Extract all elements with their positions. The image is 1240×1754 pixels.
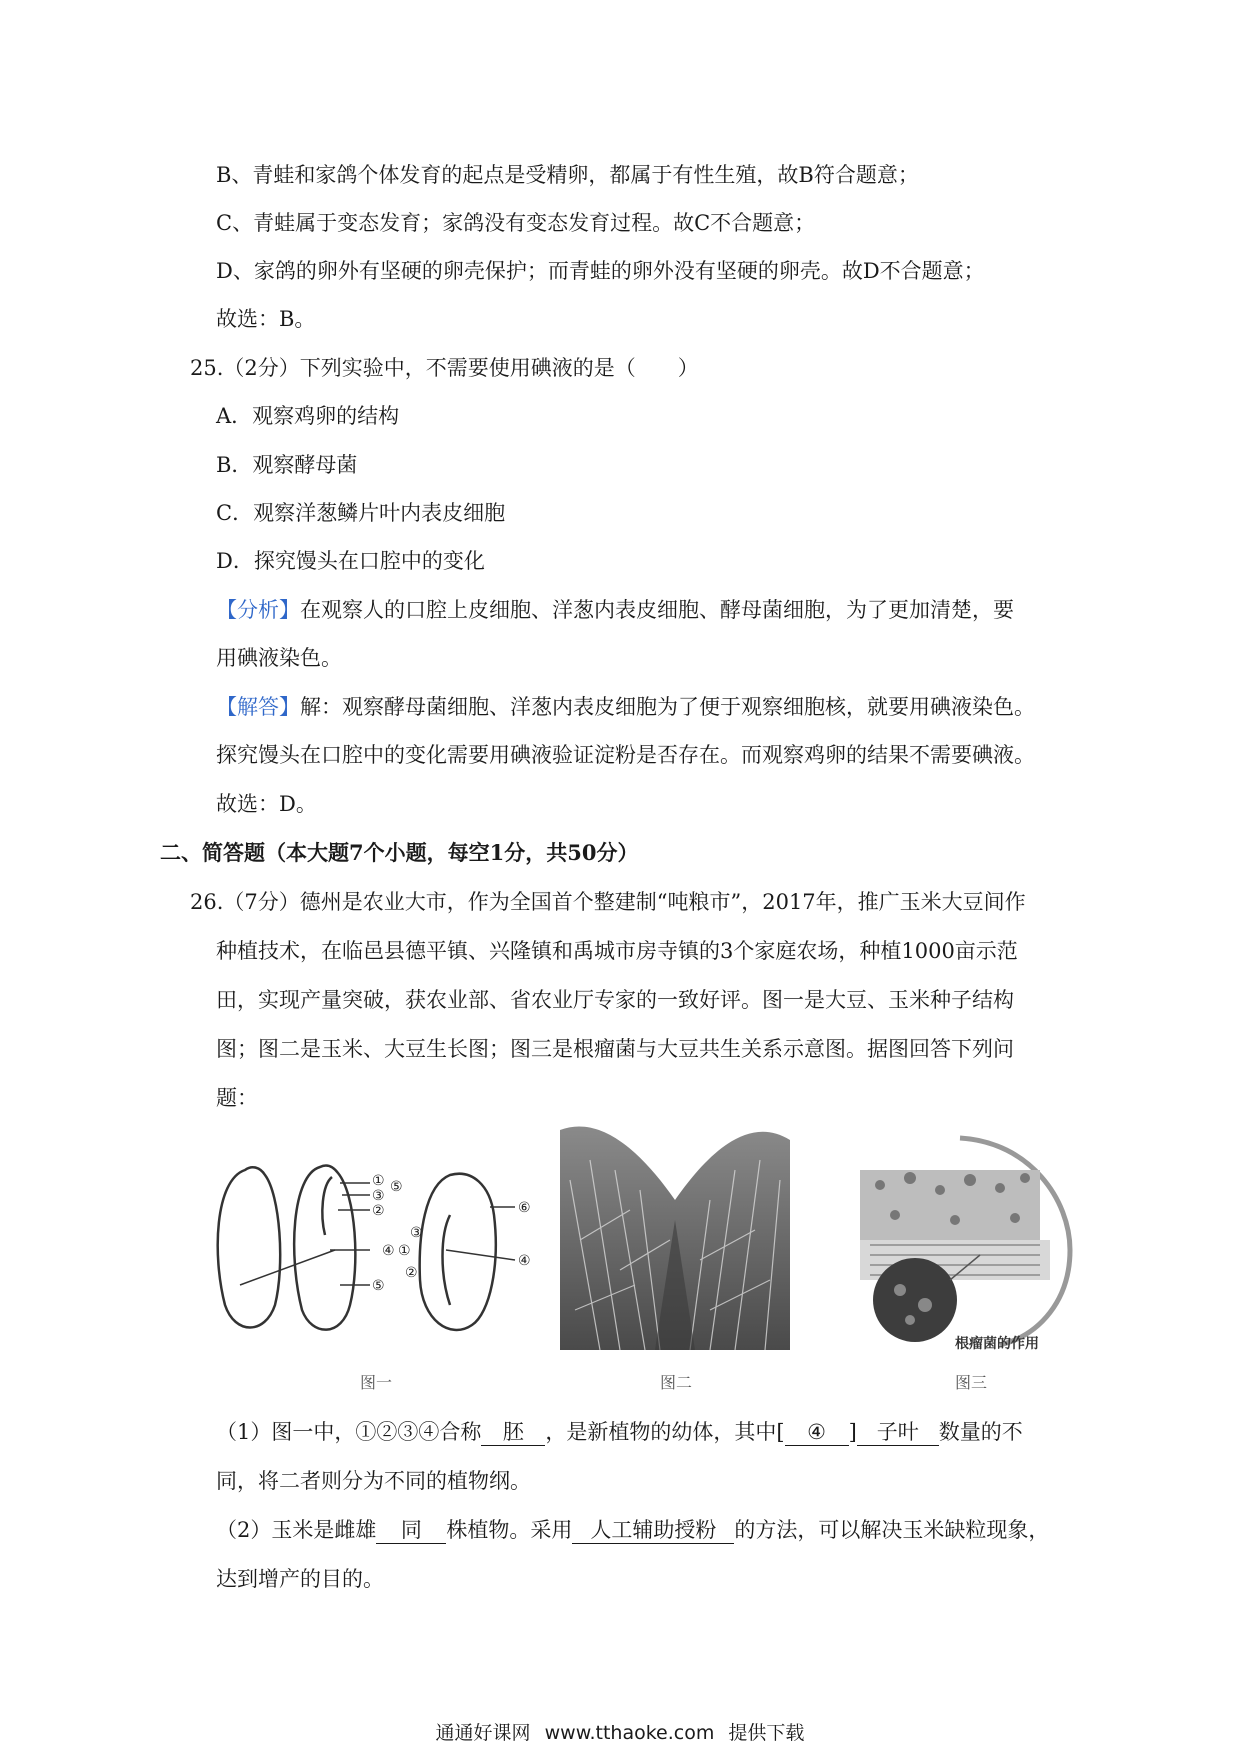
- option-c: C．观察洋葱鳞片叶内表皮细胞: [216, 501, 506, 525]
- footer-site: 通通好课网: [435, 1722, 531, 1744]
- fig1-label: ②: [372, 1203, 385, 1219]
- fig1-label: ④: [382, 1243, 395, 1259]
- figure-seed-structure: [210, 1155, 550, 1345]
- option-a: A．观察鸡卵的结构: [216, 404, 400, 428]
- text-line-b: B、青蛙和家鸽个体发育的起点是受精卵，都属于有性生殖，故B符合题意；: [216, 163, 919, 187]
- fig1-label: ③: [372, 1188, 385, 1204]
- question-25-stem: 25.（2分）下列实验中，不需要使用碘液的是（ ）: [190, 356, 699, 380]
- figure-root-nodule: [840, 1130, 1080, 1360]
- answer-line-1: 【解答】解：观察酵母菌细胞、洋葱内表皮细胞为了便于观察细胞核，就要用碘液染色。: [216, 695, 1035, 719]
- analysis-line-1: 【分析】在观察人的口腔上皮细胞、洋葱内表皮细胞、酵母菌细胞，为了更加清楚，要: [216, 598, 1014, 622]
- fig1-label: ②: [405, 1265, 418, 1281]
- figure-2-caption: 图二: [660, 1373, 693, 1392]
- text-line-c: C、青蛙属于变态发育；家鸽没有变态发育过程。故C不合题意；: [216, 211, 816, 235]
- sub-question-1-line-1: （1）图一中，①②③④合称 胚 ，是新植物的幼体，其中[ ④ ] 子叶 数量的不: [216, 1420, 1023, 1444]
- fig1-label: ⑤: [372, 1278, 385, 1294]
- question-26-line-1: 26.（7分）德州是农业大市，作为全国首个整建制“吨粮市”，2017年，推广玉米大豆间作: [190, 890, 1026, 914]
- figure-1-caption: 图一: [360, 1373, 393, 1392]
- blank-5: 人工辅助授粉: [572, 1517, 734, 1544]
- text-line-d: D、家鸽的卵外有坚硬的卵壳保护；而青蛙的卵外没有坚硬的卵壳。故D不合题意；: [216, 259, 985, 283]
- option-d: D．探究馒头在口腔中的变化: [216, 549, 485, 573]
- page-footer: [0, 1718, 1240, 1745]
- fig1-label: ③: [410, 1225, 423, 1241]
- section-heading: 二、简答题（本大题7个小题，每空1分，共50分）: [160, 840, 639, 865]
- answer-pick-1: 故选：B。: [216, 307, 316, 331]
- fig3-label: 根瘤菌的作用: [955, 1336, 1039, 1352]
- fig1-label: ⑤: [390, 1179, 403, 1195]
- blank-1: 胚: [481, 1419, 545, 1446]
- blank-2: ④: [785, 1419, 849, 1446]
- answer-tag: 【解答】: [216, 695, 300, 719]
- question-26-line-4: 图；图二是玉米、大豆生长图；图三是根瘤菌与大豆共生关系示意图。据图回答下列问: [216, 1037, 1014, 1061]
- sub-question-1-line-2: 同，将二者则分为不同的植物纲。: [216, 1469, 531, 1493]
- question-26-line-3: 田，实现产量突破，获农业部、省农业厅专家的一致好评。图一是大豆、玉米种子结构: [216, 988, 1014, 1012]
- fig1-labels: [372, 1173, 531, 1294]
- analysis-tag: 【分析】: [216, 598, 300, 622]
- answer-line-2: 探究馒头在口腔中的变化需要用碘液验证淀粉是否存在。而观察鸡卵的结果不需要碘液。: [216, 743, 1035, 767]
- fig1-label: ⑥: [518, 1200, 531, 1216]
- question-26-line-2: 种植技术，在临邑县德平镇、兴隆镇和禹城市房寺镇的3个家庭农场，种植1000亩示范: [216, 939, 1018, 963]
- fig1-label: ④: [518, 1253, 531, 1269]
- analysis-line-2: 用碘液染色。: [216, 646, 342, 670]
- fig1-label: ①: [398, 1243, 411, 1259]
- question-26-line-5: 题：: [216, 1086, 258, 1110]
- footer-tail: 提供下载: [728, 1722, 805, 1744]
- sub-question-2-line-2: 达到增产的目的。: [216, 1567, 384, 1591]
- answer-pick-2: 故选：D。: [216, 792, 317, 816]
- fig1-label: ①: [372, 1173, 385, 1189]
- sub-question-2-line-1: （2）玉米是雌雄 同 株植物。采用 人工辅助授粉 的方法，可以解决玉米缺粒现象，: [216, 1518, 1050, 1542]
- footer-url[interactable]: www.tthaoke.com: [544, 1722, 715, 1744]
- blank-3: 子叶: [857, 1419, 939, 1446]
- figure-3-caption: 图三: [955, 1373, 988, 1392]
- option-b: B．观察酵母菌: [216, 453, 358, 477]
- figure-crop-field: [560, 1120, 790, 1350]
- blank-4: 同: [376, 1517, 446, 1544]
